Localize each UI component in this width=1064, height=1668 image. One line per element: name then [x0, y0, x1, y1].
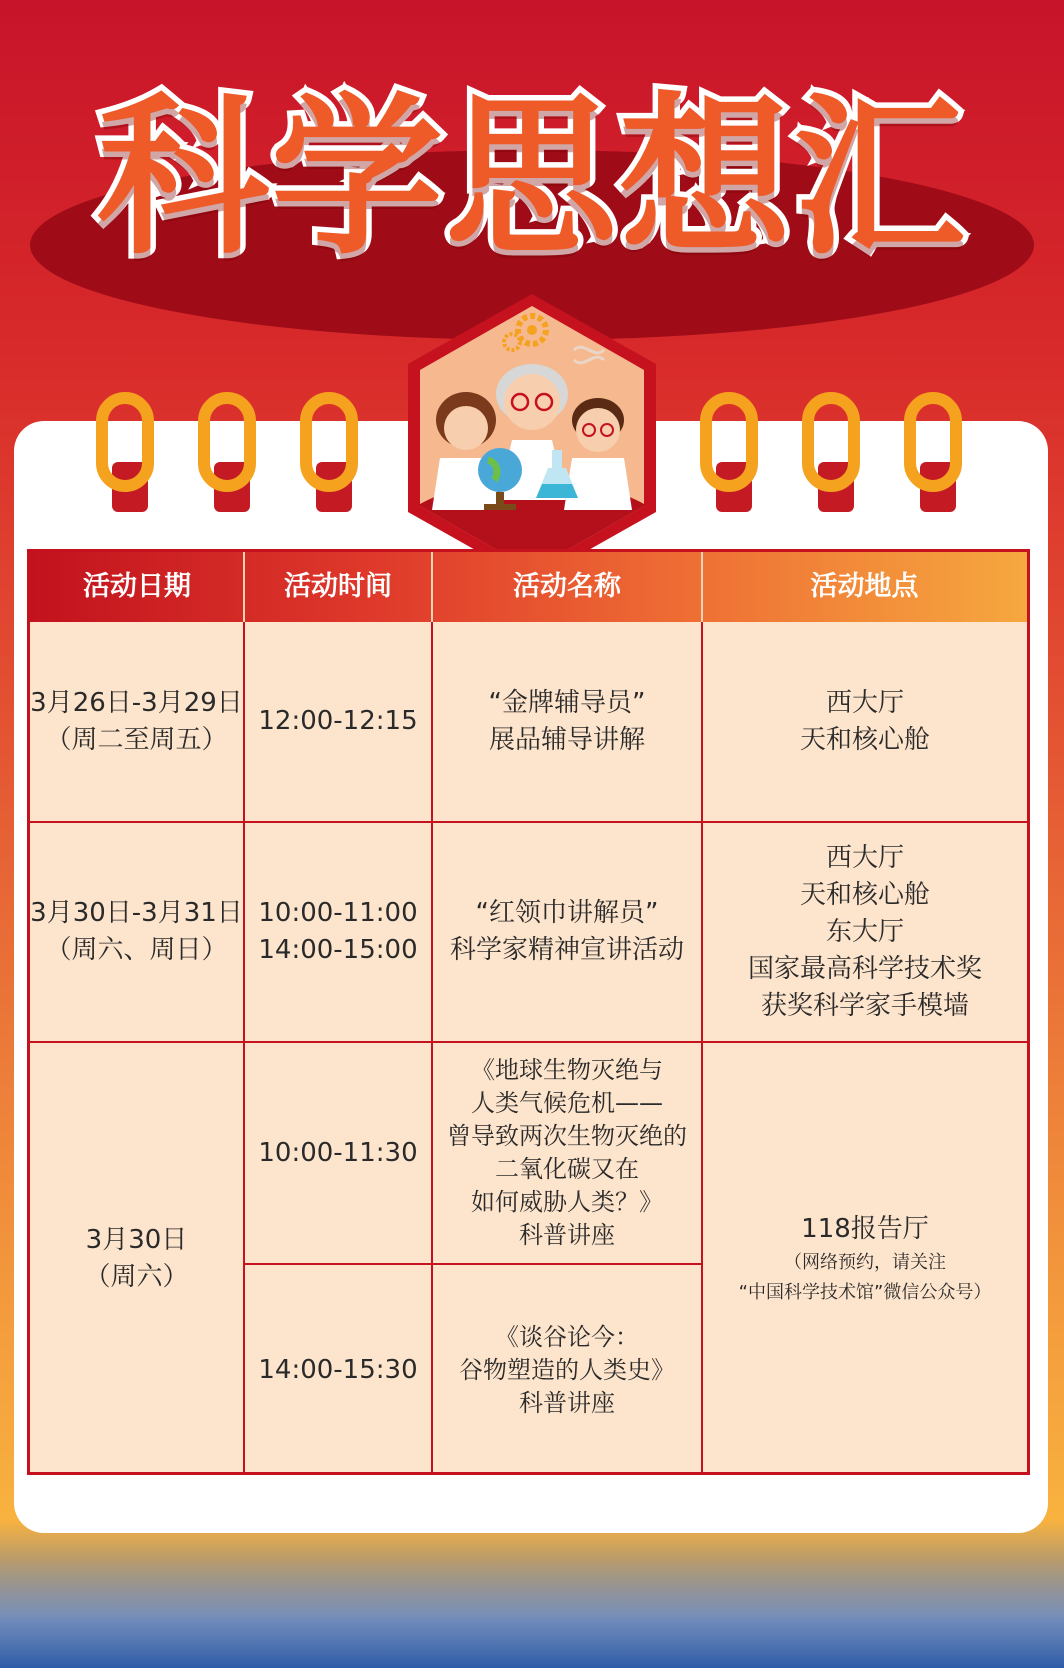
table-row-1-name: “金牌辅导员” 展品辅导讲解 — [488, 687, 646, 755]
header-divider — [243, 552, 245, 622]
binder-ring — [96, 392, 154, 492]
table-row-3-place: 118报告厅 （网络预约，请关注 “中国科学技术馆”微信公众号） — [738, 1213, 992, 1303]
table-row-3b-name: 《谈谷论今： 谷物塑造的人类史》 科普讲座 — [459, 1322, 675, 1417]
table-row-1-place: 西大厅 天和核心舱 — [799, 687, 930, 755]
header-time: 活动时间 — [284, 571, 392, 602]
table-row-3a-time: 10:00-11:30 — [258, 1137, 418, 1168]
table-row-3-date: 3月30日 （周六） — [84, 1225, 189, 1292]
binder-ring — [904, 392, 962, 492]
table-row-1-time: 12:00-12:15 — [258, 706, 418, 736]
header-divider — [701, 552, 703, 622]
binder-ring — [300, 392, 358, 492]
table-row-2-time: 10:00-11:00 14:00-15:00 — [258, 898, 418, 965]
schedule-table — [27, 549, 1030, 1475]
header-place: 活动地点 — [810, 571, 919, 602]
table-row-2-date: 3月30日-3月31日 （周六、周日） — [30, 898, 243, 965]
header-date: 活动日期 — [83, 571, 191, 602]
binder-ring — [198, 392, 256, 492]
table-row-3a-name: 《地球生物灭绝与 人类气候危机—— 曾导致两次生物灭绝的 二氧化碳又在 如何威胁人类？》 科普讲座 — [447, 1056, 687, 1249]
binder-ring — [802, 392, 860, 492]
header-name: 活动名称 — [513, 571, 621, 602]
page-title: 科学思想汇 — [97, 77, 967, 278]
table-row-2-place: 西大厅 天和核心舱 东大厅 国家最高科学技术奖 获奖科学家手模墙 — [747, 842, 982, 1021]
table-header — [30, 552, 1027, 622]
header-divider — [431, 552, 433, 622]
binder-ring — [700, 392, 758, 492]
table-row-2-name: “红领巾讲解员” 科学家精神宣讲活动 — [449, 898, 684, 965]
scientist-illustration — [404, 290, 660, 586]
table-row-1-date: 3月26日-3月29日 （周二至周五） — [30, 687, 243, 755]
table-row-3b-time: 14:00-15:30 — [258, 1354, 418, 1385]
bottom-decoration — [0, 1560, 1064, 1668]
